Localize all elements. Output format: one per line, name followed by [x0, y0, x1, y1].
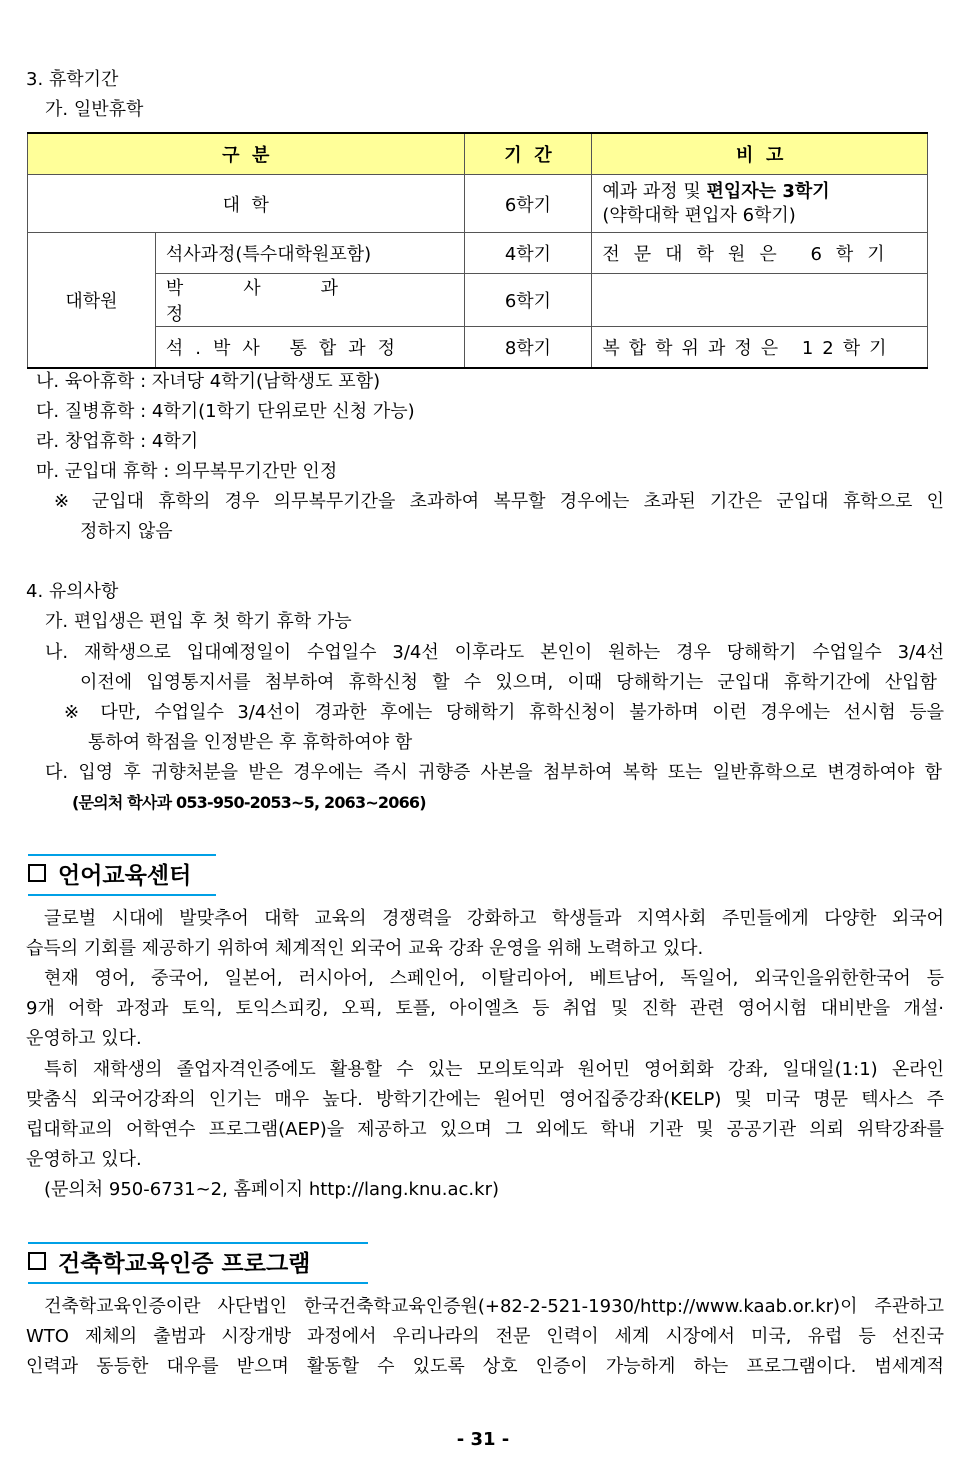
row-master-note: 전문대학원은 6학기	[592, 233, 928, 274]
arch-title: 건축학교육인증 프로그램	[58, 1251, 311, 1277]
row-univ-note-line2: (약학대학 편입자 6학기)	[602, 204, 796, 226]
lang-center-title: 언어교육센터	[58, 863, 192, 889]
header-period: 기 간	[464, 133, 592, 175]
header-category: 구 분	[28, 133, 465, 175]
table-row	[28, 233, 928, 274]
section4-item-ga: 가. 편입생은 편입 후 첫 학기 휴학 가능	[45, 611, 352, 632]
section4-item-da: 다. 입영 후 귀향처분을 받은 경우에는 즉시 귀향증 사본을 첨부하여 복학 또는 일반휴학으로 변경하여야 함	[45, 762, 942, 783]
heading-bottom-line	[28, 894, 216, 896]
heading-top-line	[28, 1242, 368, 1244]
childcare-leave: 나. 육아휴학 : 자녀당 4학기(남학생도 포함)	[36, 371, 381, 392]
checkbox-square-icon	[28, 1252, 46, 1270]
table-header-row	[28, 133, 928, 175]
section4-note-line1: ※ 다만, 수업일수 3/4선이 경과한 후에는 당해학기 휴학신청이 불가하며 이런 경우에는 선시험 등을	[64, 702, 944, 723]
section3-sub-general: 가. 일반휴학	[45, 99, 144, 120]
lang-p2-line3: 운영하고 있다.	[26, 1028, 142, 1049]
checkbox-square-icon	[28, 864, 46, 882]
section4-contact: (문의처 학사과 053-950-2053~5, 2063~2066)	[72, 793, 426, 812]
section4-item-na-line1: 나. 재학생으로 입대예정일이 수업일수 3/4선 이후라도 본인이 원하는 경우 당해학기 수업일수 3/4선	[45, 642, 944, 663]
lang-p3-line4: 운영하고 있다.	[26, 1149, 142, 1170]
lang-center-heading	[28, 860, 191, 892]
leave-period-table	[27, 132, 928, 369]
arch-line3: 인력과 동등한 대우를 받으며 활동할 수 있도록 상호 인증이 가능하게 하는 프로그램이다. 범세계적	[26, 1356, 944, 1377]
section3-title: 3. 휴학기간	[26, 69, 119, 90]
military-note-line1: ※ 군입대 휴학의 경우 의무복무기간을 초과하여 복무할 경우에는 초과된 기간은 군입대 휴학으로 인	[54, 491, 944, 512]
lang-p3-line1: 특히 재학생의 졸업자격인증에도 활용할 수 있는 모의토익과 원어민 영어회화 강좌, 일대일(1:1) 온라인	[44, 1059, 944, 1080]
table-row	[28, 274, 928, 327]
illness-leave: 다. 질병휴학 : 4학기(1학기 단위로만 신청 가능)	[36, 401, 415, 422]
section4-item-na-line2: 이전에 입영통지서를 첨부하여 휴학신청 할 수 있으며, 이때 당해학기는 군입대 휴학기간에 산입함	[80, 672, 937, 693]
lang-p3-line2: 맞춤식 외국어강좌의 인기는 매우 높다. 방학기간에는 원어민 영어집중강좌(KELP) 및 미국 명문 텍사스 주	[26, 1089, 944, 1110]
military-leave: 마. 군입대 휴학 : 의무복무기간만 인정	[36, 461, 338, 482]
row-doctor-note	[592, 274, 928, 327]
section4-title: 4. 유의사항	[26, 581, 119, 602]
lang-p1-line2: 습득의 기회를 제공하기 위하여 체계적인 외국어 교육 강좌 운영을 위해 노력하고 있다.	[26, 938, 704, 959]
arch-heading	[28, 1248, 310, 1280]
page-number: - 31 -	[456, 1429, 510, 1450]
section4-note-line2: 통하여 학점을 인정받은 후 휴학하여야 함	[88, 732, 413, 753]
startup-leave: 라. 창업휴학 : 4학기	[36, 431, 199, 452]
row-univ-note-a: 예과 과정 및	[602, 180, 707, 202]
row-doctor-period: 6학기	[464, 274, 592, 327]
heading-top-line	[28, 854, 216, 856]
arch-line1: 건축학교육인증이란 사단법인 한국건축학교육인증원(+82-2-521-1930/http://www.kaab.or.kr)이 주관하고	[44, 1296, 944, 1317]
lang-contact: (문의처 950-6731~2, 홈페이지 http://lang.knu.ac.kr)	[44, 1179, 500, 1200]
row-univ-period: 6학기	[464, 175, 592, 233]
military-note-line2: 정하지 않음	[80, 521, 173, 542]
lang-p1-line1: 글로벌 시대에 발맞추어 대학 교육의 경쟁력을 강화하고 학생들과 지역사회 주민들에게 다양한 외국어	[44, 908, 944, 929]
arch-line2: WTO 제체의 출범과 시장개방 과정에서 우리나라의 전문 인력이 세계 시장에서 미국, 유럽 등 선진국	[26, 1326, 944, 1347]
table-row	[28, 175, 928, 233]
header-remarks: 비 고	[592, 133, 928, 175]
row-integrated-note: 복합학위과정은 12학기	[592, 327, 928, 369]
row-univ-note	[592, 175, 928, 233]
row-master-label: 석사과정(특수대학원포함)	[155, 233, 464, 274]
row-integrated-label: 석.박사 통합과정	[155, 327, 464, 369]
lang-p2-line1: 현재 영어, 중국어, 일본어, 러시아어, 스페인어, 이탈리아어, 베트남어, 독일어, 외국인을위한한국어 등	[44, 968, 944, 989]
lang-p2-line2: 9개 어학 과정과 토익, 토익스피킹, 오픽, 토플, 아이엘츠 등 취업 및 진학 관련 영어시험 대비반을 개설·	[26, 998, 944, 1019]
row-univ-note-b: 편입자는 3학기	[706, 180, 830, 202]
row-integrated-period: 8학기	[464, 327, 592, 369]
grad-label: 대학원	[28, 233, 156, 369]
lang-p3-line3: 립대학교의 어학연수 프로그램(AEP)을 제공하고 있으며 그 외에도 학내 기관 및 공공기관 의뢰 위탁강좌를	[26, 1119, 944, 1140]
heading-bottom-line	[28, 1282, 368, 1284]
table-row	[28, 327, 928, 369]
row-univ-label: 대 학	[28, 175, 465, 233]
row-master-period: 4학기	[464, 233, 592, 274]
row-doctor-label: 박사과정	[155, 274, 464, 327]
